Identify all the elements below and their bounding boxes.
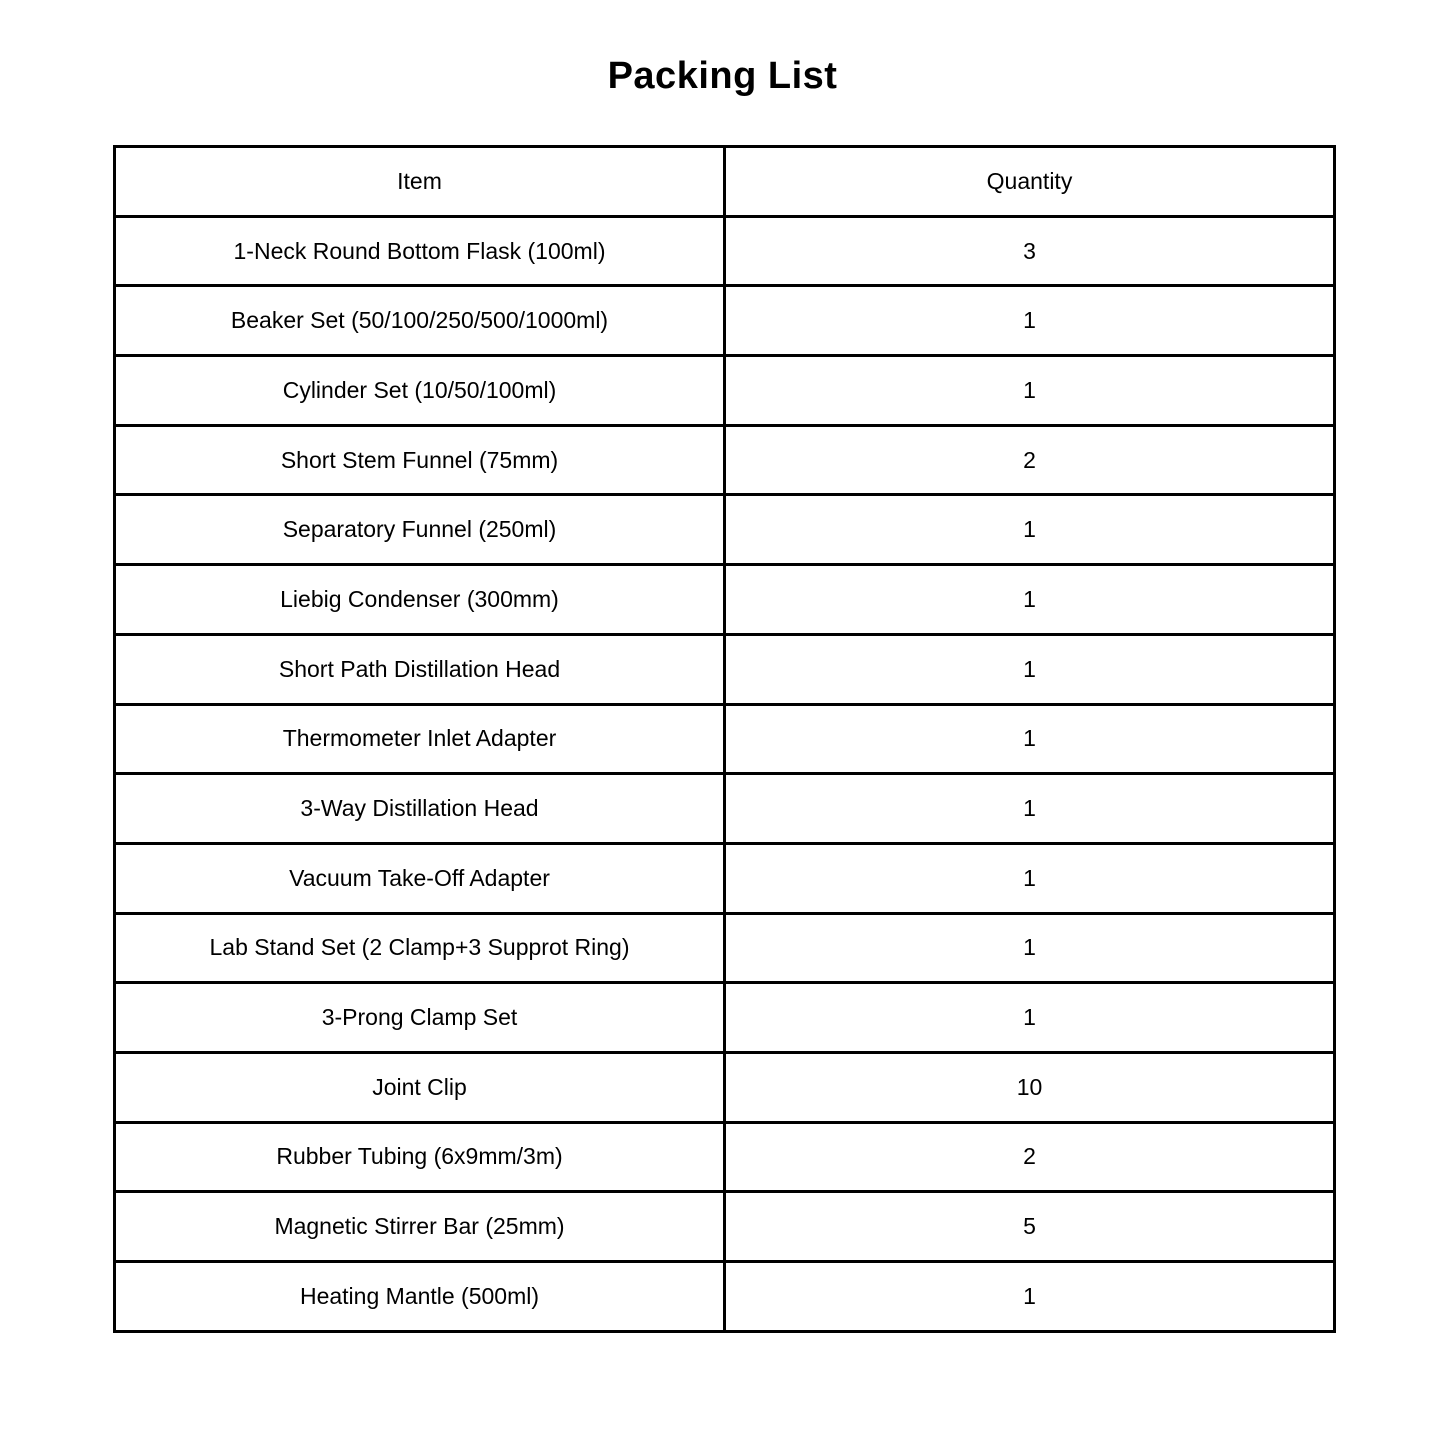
- packing-list-table: [113, 145, 1336, 1333]
- table-row: [115, 356, 1335, 426]
- header-row: [115, 147, 1335, 217]
- quantity-cell: 2: [725, 1122, 1335, 1192]
- item-cell: Vacuum Take-Off Adapter: [115, 843, 725, 913]
- table-row: [115, 495, 1335, 565]
- quantity-cell: 1: [725, 286, 1335, 356]
- table-row: [115, 843, 1335, 913]
- table-row: [115, 983, 1335, 1053]
- item-cell: Lab Stand Set (2 Clamp+3 Supprot Ring): [115, 913, 725, 983]
- quantity-cell: 1: [725, 843, 1335, 913]
- quantity-cell: 1: [725, 704, 1335, 774]
- table-row: [115, 1262, 1335, 1332]
- table-row: [115, 1192, 1335, 1262]
- quantity-cell: 1: [725, 774, 1335, 844]
- quantity-cell: 2: [725, 425, 1335, 495]
- quantity-cell: 1: [725, 983, 1335, 1053]
- item-cell: Thermometer Inlet Adapter: [115, 704, 725, 774]
- quantity-cell: 1: [725, 565, 1335, 635]
- quantity-cell: 1: [725, 913, 1335, 983]
- item-cell: 1-Neck Round Bottom Flask (100ml): [115, 216, 725, 286]
- table-row: [115, 1122, 1335, 1192]
- table-row: [115, 565, 1335, 635]
- item-cell: Separatory Funnel (250ml): [115, 495, 725, 565]
- table-row: [115, 704, 1335, 774]
- item-cell: Short Stem Funnel (75mm): [115, 425, 725, 495]
- item-cell: Cylinder Set (10/50/100ml): [115, 356, 725, 426]
- table-body: [115, 216, 1335, 1331]
- quantity-cell: 1: [725, 495, 1335, 565]
- table-row: [115, 425, 1335, 495]
- item-cell: Beaker Set (50/100/250/500/1000ml): [115, 286, 725, 356]
- quantity-cell: 5: [725, 1192, 1335, 1262]
- quantity-cell: 1: [725, 634, 1335, 704]
- table-row: [115, 913, 1335, 983]
- quantity-header: Quantity: [725, 147, 1335, 217]
- page-title: Packing List: [607, 55, 838, 97]
- item-cell: Magnetic Stirrer Bar (25mm): [115, 1192, 725, 1262]
- table-row: [115, 286, 1335, 356]
- item-cell: 3-Way Distillation Head: [115, 774, 725, 844]
- quantity-cell: 1: [725, 356, 1335, 426]
- item-cell: Rubber Tubing (6x9mm/3m): [115, 1122, 725, 1192]
- item-cell: Heating Mantle (500ml): [115, 1262, 725, 1332]
- quantity-cell: 10: [725, 1052, 1335, 1122]
- quantity-cell: 3: [725, 216, 1335, 286]
- item-cell: Liebig Condenser (300mm): [115, 565, 725, 635]
- table-row: [115, 216, 1335, 286]
- quantity-cell: 1: [725, 1262, 1335, 1332]
- item-cell: Short Path Distillation Head: [115, 634, 725, 704]
- item-cell: Joint Clip: [115, 1052, 725, 1122]
- item-cell: 3-Prong Clamp Set: [115, 983, 725, 1053]
- table-row: [115, 774, 1335, 844]
- item-header: Item: [115, 147, 725, 217]
- table-row: [115, 1052, 1335, 1122]
- table-row: [115, 634, 1335, 704]
